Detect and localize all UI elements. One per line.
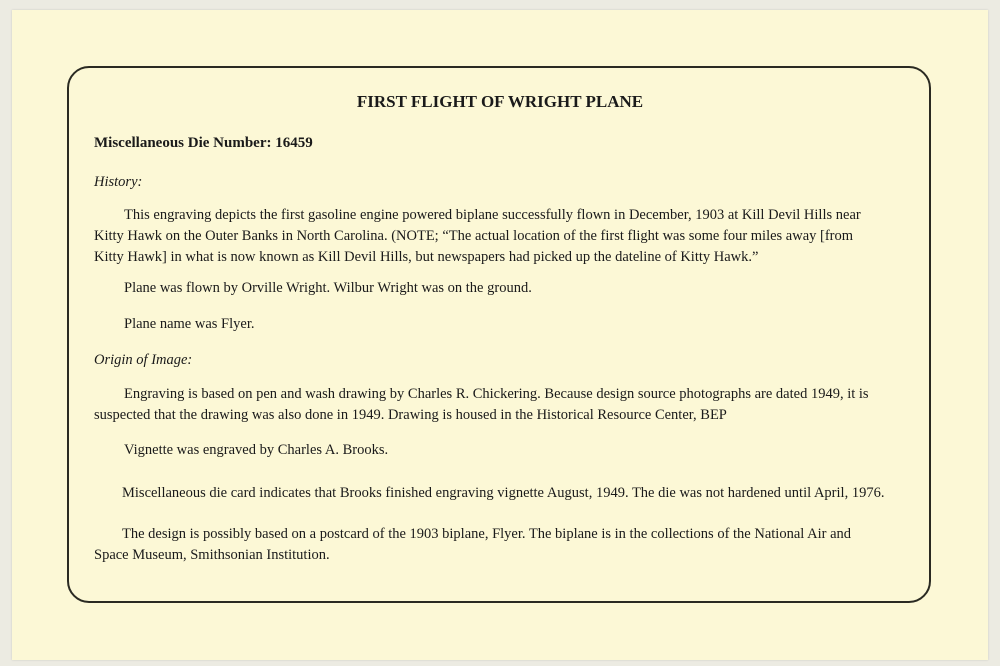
origin-paragraph-1-line-2: suspected that the drawing was also done in 1949. Drawing is housed in the Historical Resource Center, BEP [94, 407, 727, 423]
document-title: FIRST FLIGHT OF WRIGHT PLANE [356, 92, 644, 111]
history-paragraph-1-line-3: Kitty Hawk] in what is now known as Kill Devil Hills, but newspapers had picked up the dateline of Kitty Hawk.” [94, 249, 759, 265]
history-paragraph-1-line-2: Kitty Hawk on the Outer Banks in North Carolina. (NOTE; “The actual location of the first flight was some four miles away [from [94, 228, 854, 244]
die-number: Miscellaneous Die Number: 16459 [94, 135, 313, 151]
history-paragraph-3: Plane name was Flyer. [124, 316, 255, 332]
origin-paragraph-3: Miscellaneous die card indicates that Brooks finished engraving vignette August, 1949. The die was not hardened until April, 1976. [122, 485, 885, 501]
origin-paragraph-4-line-1: The design is possibly based on a postcard of the 1903 biplane, Flyer. The biplane is in the collections of the National Air and [122, 526, 852, 542]
origin-paragraph-1-line-1: Engraving is based on pen and wash drawing by Charles R. Chickering. Because design source photographs are dated 1949, it is [124, 386, 869, 402]
origin-paragraph-2: Vignette was engraved by Charles A. Brooks. [124, 442, 389, 458]
origin-paragraph-4-line-2: Space Museum, Smithsonian Institution. [94, 547, 330, 563]
document-card [12, 10, 988, 660]
history-heading: History: [94, 174, 143, 190]
origin-heading: Origin of Image: [94, 352, 193, 368]
history-paragraph-1-line-1: This engraving depicts the first gasoline engine powered biplane successfully flown in December, 1903 at Kill Devil Hills near [124, 207, 861, 223]
history-paragraph-2: Plane was flown by Orville Wright. Wilbur Wright was on the ground. [124, 280, 532, 296]
